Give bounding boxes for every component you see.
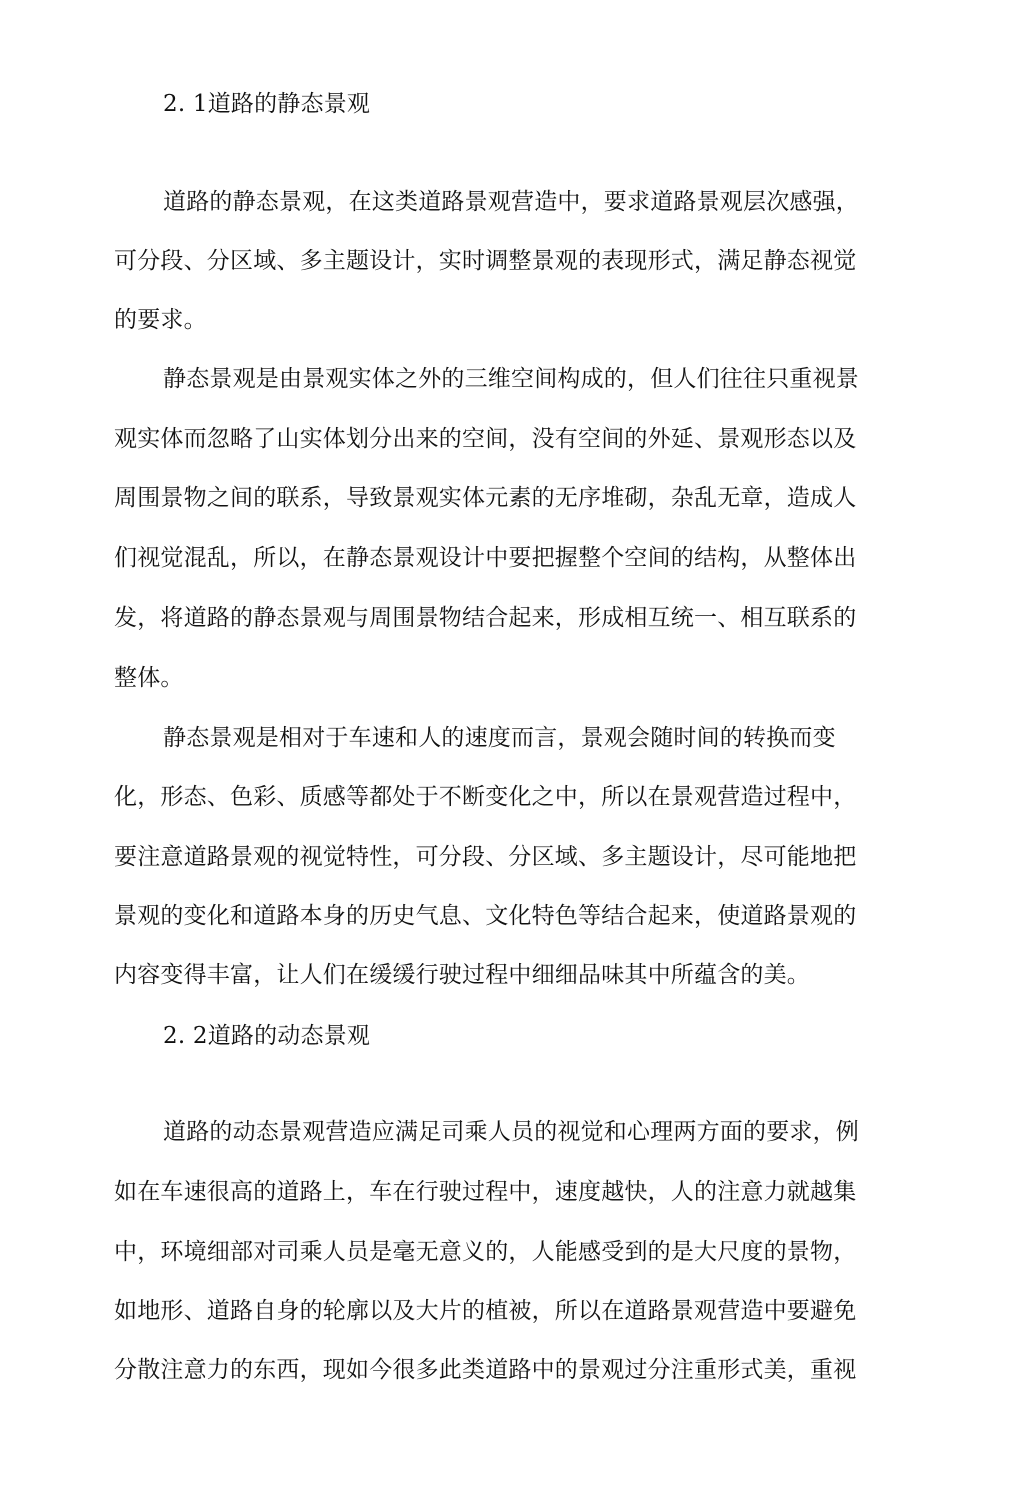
- paragraph-line: 发，将道路的静态景观与周围景物结合起来，形成相互统一、相互联系的: [114, 605, 857, 631]
- paragraph-line: 内容变得丰富，让人们在缓缓行驶过程中细细品味其中所蕴含的美。: [114, 962, 810, 988]
- paragraph-line: 们视觉混乱，所以，在静态景观设计中要把握整个空间的结构，从整体出: [114, 545, 857, 571]
- paragraph-line: 静态景观是相对于车速和人的速度而言，景观会随时间的转换而变: [163, 725, 836, 751]
- paragraph-line: 周围景物之间的联系，导致景观实体元素的无序堆砌，杂乱无章，造成人: [114, 485, 857, 511]
- paragraph-line: 观实体而忽略了山实体划分出来的空间，没有空间的外延、景观形态以及: [114, 426, 857, 452]
- paragraph-line: 道路的动态景观营造应满足司乘人员的视觉和心理两方面的要求，例: [163, 1119, 859, 1145]
- paragraph-line: 如在车速很高的道路上，车在行驶过程中，速度越快，人的注意力就越集: [114, 1179, 857, 1205]
- section-heading-2-2: 2. 2道路的动态景观: [163, 1023, 371, 1049]
- paragraph-line: 静态景观是由景观实体之外的三维空间构成的，但人们往往只重视景: [163, 366, 859, 392]
- section-heading-2-1: 2. 1道路的静态景观: [163, 91, 371, 117]
- paragraph-line: 整体。: [114, 665, 184, 691]
- paragraph-line: 中，环境细部对司乘人员是毫无意义的，人能感受到的是大尺度的景物，: [114, 1239, 857, 1265]
- paragraph-line: 如地形、道路自身的轮廓以及大片的植被，所以在道路景观营造中要避免: [114, 1298, 857, 1324]
- paragraph-line: 可分段、分区域、多主题设计，实时调整景观的表现形式，满足静态视觉: [114, 248, 857, 274]
- paragraph-line: 道路的静态景观，在这类道路景观营造中，要求道路景观层次感强，: [163, 189, 859, 215]
- paragraph-line: 景观的变化和道路本身的历史气息、文化特色等结合起来，使道路景观的: [114, 903, 857, 929]
- paragraph-line: 的要求。: [114, 307, 207, 333]
- paragraph-line: 要注意道路景观的视觉特性，可分段、分区域、多主题设计，尽可能地把: [114, 844, 857, 870]
- paragraph-line: 化，形态、色彩、质感等都处于不断变化之中，所以在景观营造过程中，: [114, 784, 857, 810]
- paragraph-line: 分散注意力的东西，现如今很多此类道路中的景观过分注重形式美，重视: [114, 1357, 857, 1383]
